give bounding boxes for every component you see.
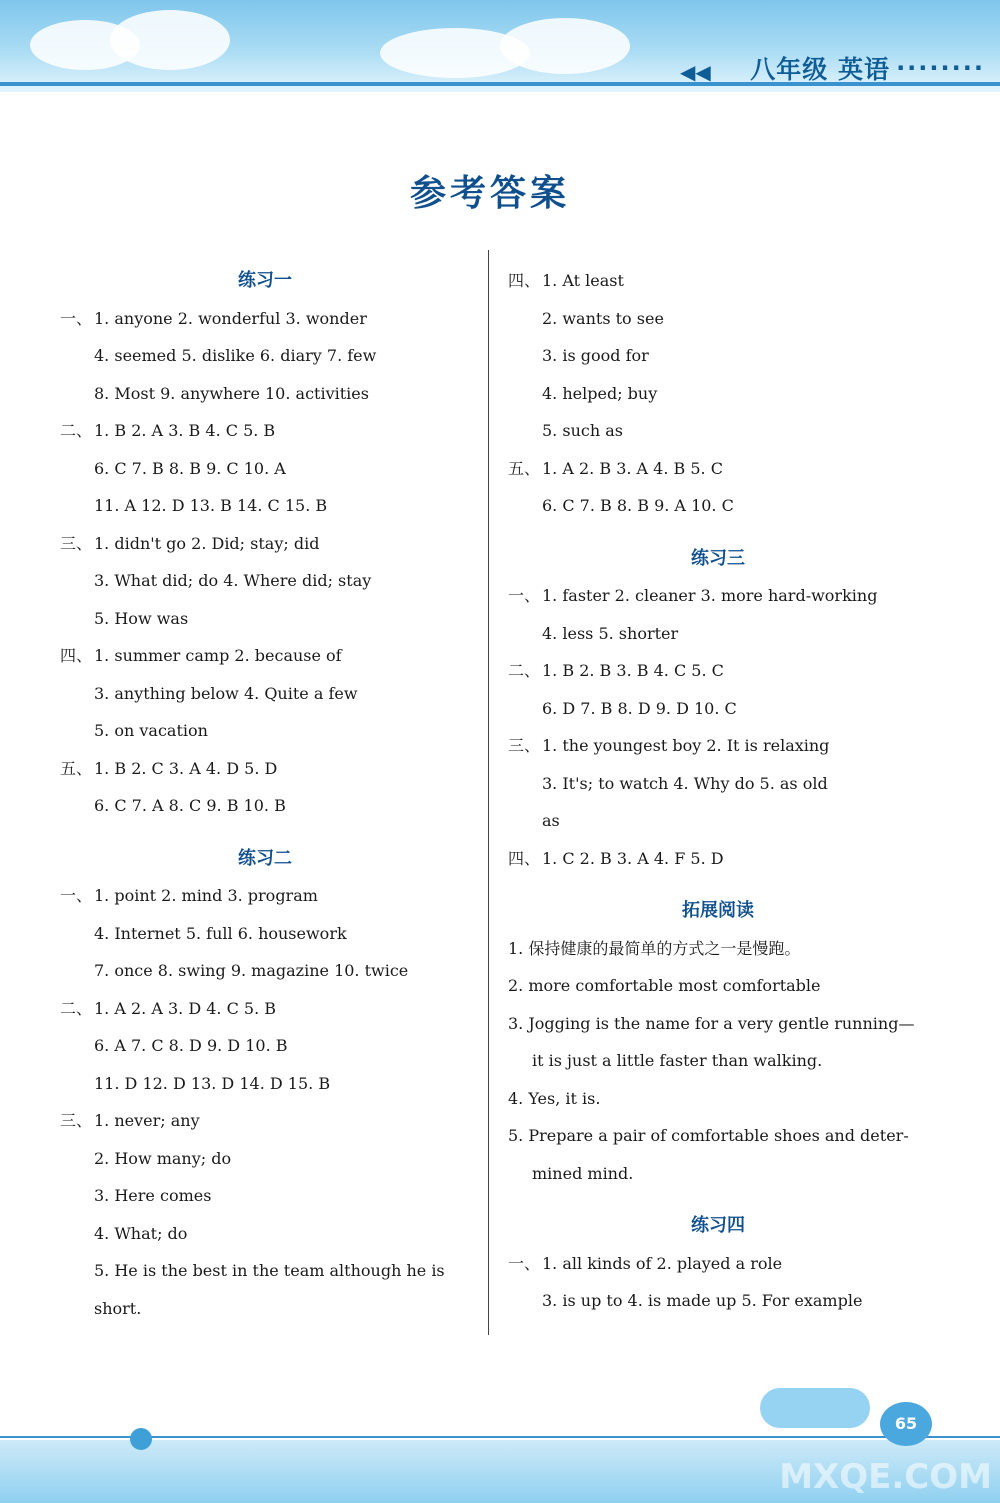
answer-line xyxy=(60,1027,470,1065)
answer-text: 6. C 7. B 8. B 9. A 10. C xyxy=(542,496,734,515)
answer-line xyxy=(60,450,470,488)
answer-line xyxy=(508,375,928,413)
question-group-mark: 三、 xyxy=(60,1111,93,1130)
answer-line xyxy=(60,562,470,600)
answer-text: 7. once 8. swing 9. magazine 10. twice xyxy=(94,961,409,980)
question-group-mark: 三、 xyxy=(60,533,93,553)
answer-text: 4. Yes, it is. xyxy=(508,1088,601,1108)
answer-text: 2. wants to see xyxy=(542,308,664,328)
answer-text: 11. A 12. D 13. B 14. C 15. B xyxy=(94,496,328,515)
section-title: 拓展阅读 xyxy=(682,900,754,921)
cloud-decoration xyxy=(110,10,230,70)
answer-line xyxy=(60,1102,470,1140)
answer-text: as xyxy=(542,811,560,830)
answer-text: 1. didn't go 2. Did; stay; did xyxy=(94,533,320,553)
answer-text: 2. more comfortable most comfortable xyxy=(508,976,821,995)
answer-line xyxy=(508,1245,928,1283)
answer-text: 8. Most 9. anywhere 10. activities xyxy=(94,383,369,403)
answer-text: 1. all kinds of 2. played a role xyxy=(542,1253,783,1273)
answer-text: 1. anyone 2. wonderful 3. wonder xyxy=(94,308,367,328)
answer-text: 6. C 7. A 8. C 9. B 10. B xyxy=(94,796,286,815)
answer-line xyxy=(60,487,470,525)
answer-line xyxy=(60,877,470,915)
answer-line xyxy=(508,930,928,968)
section-title: 练习二 xyxy=(238,847,292,869)
left-column xyxy=(60,262,470,1327)
watermark: MXQE.COM xyxy=(779,1457,992,1497)
answer-list xyxy=(60,877,470,1327)
answer-text: 3. Here comes xyxy=(94,1186,212,1205)
answer-text: 4. Internet 5. full 6. housework xyxy=(94,923,347,943)
answer-text: 1. B 2. B 3. B 4. C 5. C xyxy=(542,661,724,680)
answer-text: 3. anything below 4. Quite a few xyxy=(94,683,358,703)
section-title: 练习一 xyxy=(238,270,292,291)
answer-text: 1. A 2. A 3. D 4. C 5. B xyxy=(94,998,277,1018)
answer-line xyxy=(60,1065,470,1103)
answer-line xyxy=(60,952,470,990)
answer-text: 3. is good for xyxy=(542,346,649,365)
answer-text: 6. D 7. B 8. D 9. D 10. C xyxy=(542,698,737,718)
question-group-mark: 四、 xyxy=(60,646,93,665)
answer-list xyxy=(508,1245,928,1320)
answer-line xyxy=(60,337,470,375)
page-title: 参考答案 xyxy=(409,173,570,214)
answer-text: 1. A 2. B 3. A 4. B 5. C xyxy=(542,458,723,478)
answer-line xyxy=(60,1252,470,1290)
answer-text: 4. less 5. shorter xyxy=(542,623,679,643)
question-group-mark: 四、 xyxy=(508,848,541,868)
answer-line xyxy=(508,1080,928,1118)
answer-line xyxy=(60,675,470,713)
answer-text: 1. C 2. B 3. A 4. F 5. D xyxy=(542,848,724,868)
answer-line xyxy=(60,1140,470,1178)
answer-text: 1. the youngest boy 2. It is relaxing xyxy=(542,736,830,755)
answer-text: 4. helped; buy xyxy=(542,383,658,403)
answer-line xyxy=(60,915,470,953)
cloud-decoration xyxy=(500,18,630,74)
question-group-mark: 五、 xyxy=(508,458,541,478)
answer-line xyxy=(508,840,928,878)
answer-text: 11. D 12. D 13. D 14. D 15. B xyxy=(94,1073,331,1093)
answer-text: 6. C 7. B 8. B 9. C 10. A xyxy=(94,458,286,478)
answer-list xyxy=(508,577,928,877)
answer-text: 3. What did; do 4. Where did; stay xyxy=(94,571,372,590)
answer-line xyxy=(60,525,470,563)
question-group-mark: 一、 xyxy=(60,886,93,905)
answer-line xyxy=(60,412,470,450)
question-group-mark: 五、 xyxy=(60,758,93,778)
answer-text: 4. What; do xyxy=(94,1223,188,1243)
tree-icon xyxy=(130,1428,152,1450)
question-group-mark: 二、 xyxy=(60,421,93,440)
answer-line xyxy=(60,1177,470,1215)
answer-line xyxy=(60,600,470,638)
answer-text: 1. B 2. A 3. B 4. C 5. B xyxy=(94,421,276,440)
answer-text: 1. never; any xyxy=(94,1111,200,1130)
right-column xyxy=(508,262,928,1320)
answer-text: 1. faster 2. cleaner 3. more hard-working xyxy=(542,586,878,605)
answer-line xyxy=(508,262,928,300)
answer-list xyxy=(60,300,470,825)
answer-text: 5. such as xyxy=(542,421,623,440)
answer-text: 1. point 2. mind 3. program xyxy=(94,886,318,905)
answer-text: 4. seemed 5. dislike 6. diary 7. few xyxy=(94,346,377,365)
answer-line xyxy=(508,652,928,690)
question-group-mark: 一、 xyxy=(508,1253,541,1273)
answer-line xyxy=(508,450,928,488)
answer-text: 1. B 2. C 3. A 4. D 5. D xyxy=(94,758,278,778)
answer-text: it is just a little faster than walking. xyxy=(532,1051,823,1070)
answer-line xyxy=(508,487,928,525)
answer-line xyxy=(60,1215,470,1253)
answer-text: 5. He is the best in the team although he is xyxy=(94,1261,445,1280)
answer-line xyxy=(508,577,928,615)
answer-line xyxy=(60,990,470,1028)
answer-line xyxy=(508,412,928,450)
answer-text: 5. How was xyxy=(94,608,189,628)
answer-list xyxy=(508,930,928,1193)
answer-text: mined mind. xyxy=(532,1163,634,1183)
answer-line xyxy=(508,300,928,338)
answer-text: 1. At least xyxy=(542,271,624,290)
question-group-mark: 一、 xyxy=(508,586,541,605)
answer-text: short. xyxy=(94,1298,142,1318)
answer-text: 3. is up to 4. is made up 5. For example xyxy=(542,1291,863,1310)
header-dots: ........ xyxy=(896,48,985,76)
question-group-mark: 二、 xyxy=(60,998,93,1018)
answer-list xyxy=(508,262,928,525)
question-group-mark: 四、 xyxy=(508,271,541,290)
question-group-mark: 三、 xyxy=(508,736,541,755)
answer-line xyxy=(508,765,928,803)
answer-line xyxy=(60,375,470,413)
answer-line xyxy=(508,802,928,840)
answer-line xyxy=(60,300,470,338)
answer-text: 1. summer camp 2. because of xyxy=(94,646,342,665)
answer-text: 1. 保持健康的最简单的方式之一是慢跑。 xyxy=(508,938,801,958)
section-title: 练习四 xyxy=(691,1215,745,1236)
answer-line xyxy=(60,750,470,788)
answer-line xyxy=(508,615,928,653)
answer-text: 6. A 7. C 8. D 9. D 10. B xyxy=(94,1036,288,1055)
answer-line xyxy=(60,712,470,750)
answer-line xyxy=(508,1042,928,1080)
answer-text: 2. How many; do xyxy=(94,1148,232,1168)
answer-line xyxy=(508,1155,928,1193)
answer-line xyxy=(508,727,928,765)
page-number: 65 xyxy=(880,1402,932,1446)
answer-text: 5. on vacation xyxy=(94,721,208,740)
answer-line xyxy=(508,337,928,375)
answer-line xyxy=(60,1290,470,1328)
section-title: 练习三 xyxy=(691,547,745,569)
answer-line xyxy=(60,637,470,675)
answer-text: 3. Jogging is the name for a very gentle running— xyxy=(508,1013,915,1033)
arrow-icon: ◀◀ xyxy=(680,60,711,84)
answer-line xyxy=(508,1005,928,1043)
cartoon-decoration xyxy=(760,1388,870,1428)
answer-text: 5. Prepare a pair of comfortable shoes and deter- xyxy=(508,1126,909,1145)
answer-line xyxy=(508,1117,928,1155)
answer-line xyxy=(508,967,928,1005)
header-title: 八年级 英语 xyxy=(750,55,890,84)
answer-text: 3. It's; to watch 4. Why do 5. as old xyxy=(542,773,828,793)
question-group-mark: 一、 xyxy=(60,308,93,328)
answer-line xyxy=(60,787,470,825)
question-group-mark: 二、 xyxy=(508,661,541,680)
answer-line xyxy=(508,690,928,728)
column-divider xyxy=(488,250,489,1335)
answer-line xyxy=(508,1282,928,1320)
